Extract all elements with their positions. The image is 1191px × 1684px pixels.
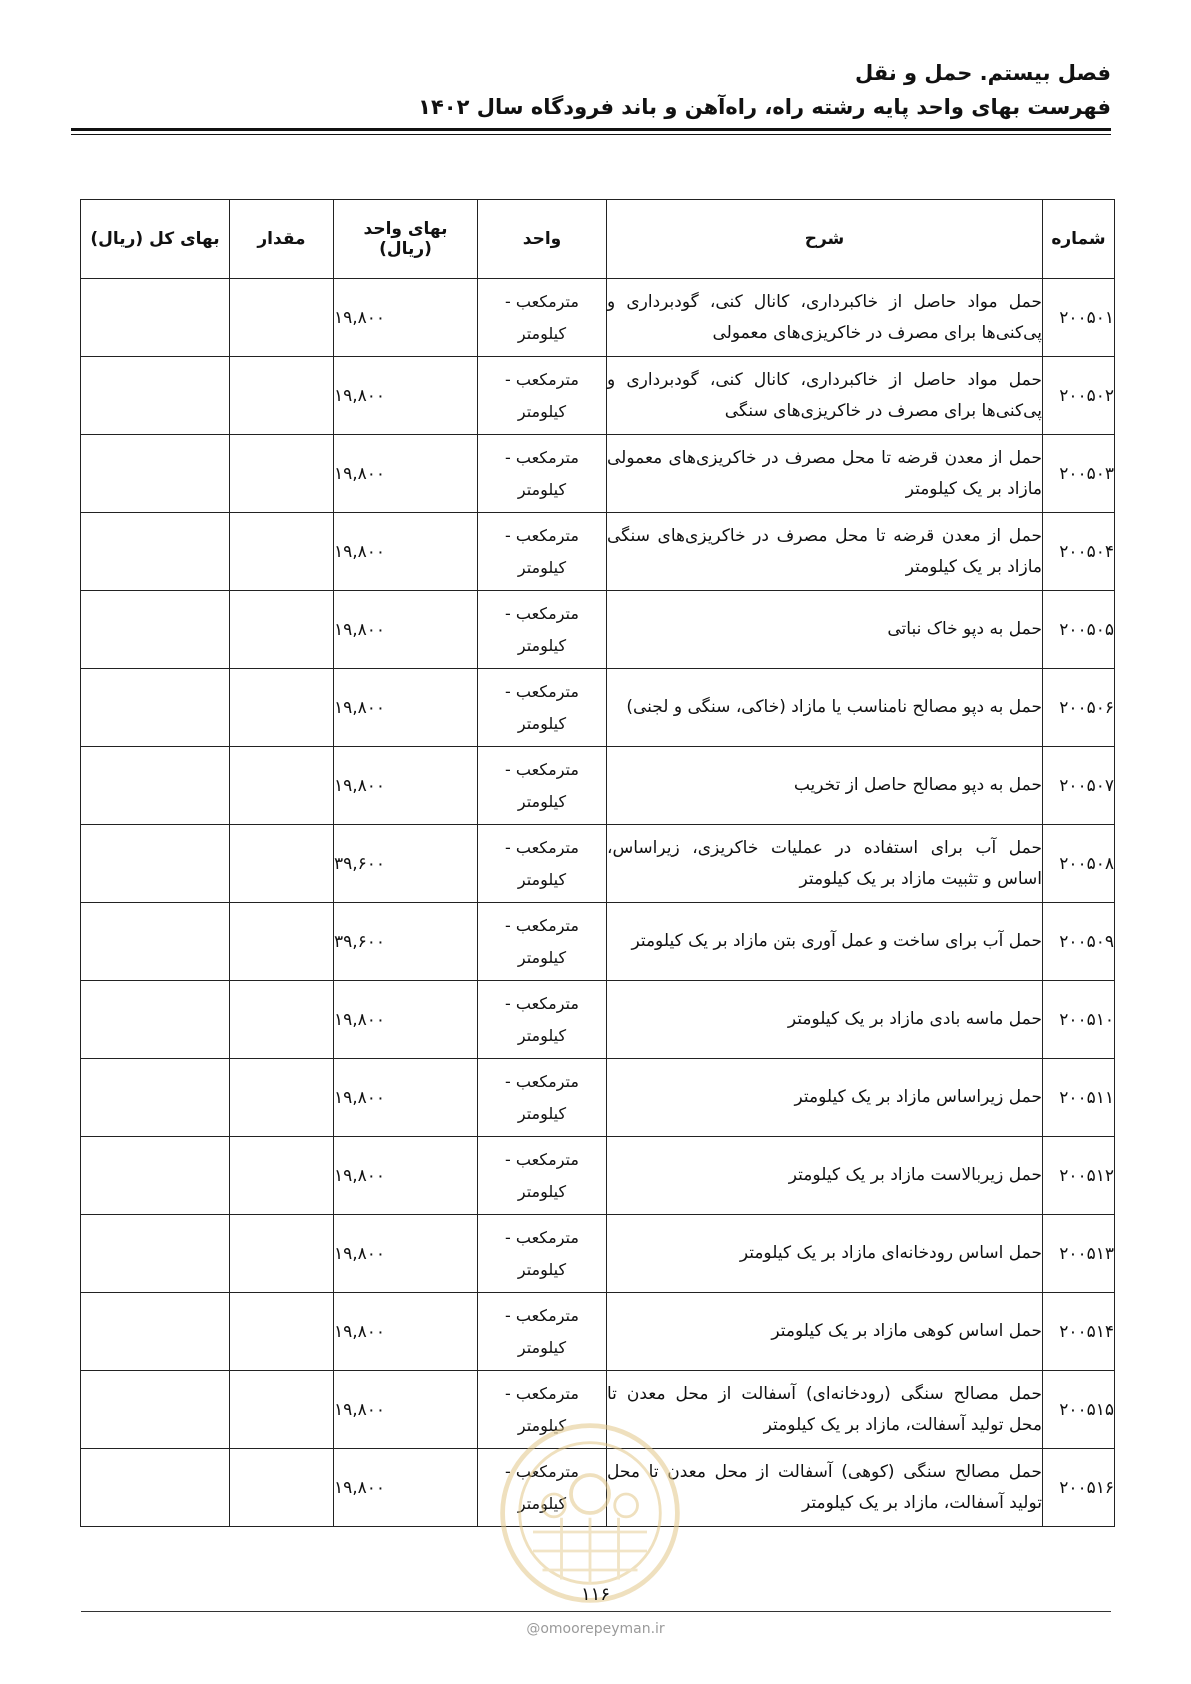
item-total-price <box>81 591 230 669</box>
table-row <box>81 669 1115 747</box>
item-unit-price: ۱۹,۸۰۰ <box>334 435 478 513</box>
item-unit-price: ۱۹,۸۰۰ <box>334 1371 478 1449</box>
item-unit <box>478 591 607 669</box>
item-unit-line2: کیلومتر <box>517 1181 567 1201</box>
item-unit-price: ۱۹,۸۰۰ <box>334 1449 478 1527</box>
item-unit <box>478 279 607 357</box>
item-number: ۲۰۰۵۰۱ <box>1043 279 1115 357</box>
header-rule-thin <box>71 134 1111 135</box>
item-quantity <box>230 1137 334 1215</box>
item-unit <box>478 435 607 513</box>
item-quantity <box>230 825 334 903</box>
item-quantity <box>230 1059 334 1137</box>
item-quantity <box>230 1293 334 1371</box>
chapter-title: فصل بیستم. حمل و نقل <box>854 61 1111 85</box>
column-header-description: شرح <box>607 200 1043 279</box>
table-row <box>81 513 1115 591</box>
item-unit <box>478 513 607 591</box>
item-number: ۲۰۰۵۱۳ <box>1043 1215 1115 1293</box>
item-quantity <box>230 435 334 513</box>
item-number: ۲۰۰۵۱۴ <box>1043 1293 1115 1371</box>
footer-rule <box>81 1611 1111 1612</box>
item-number: ۲۰۰۵۰۶ <box>1043 669 1115 747</box>
item-total-price <box>81 747 230 825</box>
item-unit-line2: کیلومتر <box>517 479 567 499</box>
item-number: ۲۰۰۵۰۳ <box>1043 435 1115 513</box>
table-row <box>81 1215 1115 1293</box>
unit-price-header-line1: بهای واحد <box>363 219 448 239</box>
item-unit-line1: مترمکعب - <box>505 993 579 1013</box>
item-unit <box>478 357 607 435</box>
item-unit-price: ۱۹,۸۰۰ <box>334 591 478 669</box>
item-total-price <box>81 279 230 357</box>
table-row <box>81 1137 1115 1215</box>
item-unit <box>478 1293 607 1371</box>
item-unit-line2: کیلومتر <box>517 791 567 811</box>
item-number: ۲۰۰۵۰۸ <box>1043 825 1115 903</box>
item-unit-line2: کیلومتر <box>517 635 567 655</box>
item-quantity <box>230 747 334 825</box>
document-subtitle: فهرست بهای واحد پایه رشته راه، راه‌آهن و باند فرودگاه سال ۱۴۰۲ <box>418 95 1111 119</box>
item-total-price <box>81 981 230 1059</box>
item-unit-line2: کیلومتر <box>517 401 567 421</box>
item-unit-price: ۱۹,۸۰۰ <box>334 513 478 591</box>
column-header-quantity: مقدار <box>230 200 334 279</box>
item-unit-line1: مترمکعب - <box>505 603 579 623</box>
item-description: حمل مواد حاصل از خاکبرداری، کانال کنی، گودبرداری و پی‌کنی‌ها برای مصرف در خاکریزی‌های سنگی <box>607 357 1043 435</box>
item-unit <box>478 669 607 747</box>
item-unit-line1: مترمکعب - <box>505 447 579 467</box>
item-number: ۲۰۰۵۰۴ <box>1043 513 1115 591</box>
item-unit-price: ۱۹,۸۰۰ <box>334 1059 478 1137</box>
item-total-price <box>81 1371 230 1449</box>
item-unit-line2: کیلومتر <box>517 1415 567 1435</box>
item-number: ۲۰۰۵۱۰ <box>1043 981 1115 1059</box>
item-unit-price: ۱۹,۸۰۰ <box>334 1293 478 1371</box>
item-unit-line1: مترمکعب - <box>505 837 579 857</box>
page-header <box>71 56 1111 124</box>
item-unit-price: ۳۹,۶۰۰ <box>334 825 478 903</box>
table-row <box>81 1293 1115 1371</box>
item-unit <box>478 1215 607 1293</box>
table-row <box>81 435 1115 513</box>
item-unit-price: ۱۹,۸۰۰ <box>334 669 478 747</box>
item-description: حمل به دپو مصالح نامناسب یا مازاد (خاکی، سنگی و لجنی) <box>607 669 1043 747</box>
table-row <box>81 1449 1115 1527</box>
item-quantity <box>230 357 334 435</box>
item-unit <box>478 903 607 981</box>
item-quantity <box>230 1215 334 1293</box>
item-unit <box>478 1137 607 1215</box>
table-row <box>81 1059 1115 1137</box>
page-number: ۱۱۶ <box>580 1584 610 1605</box>
item-description: حمل مصالح سنگی (رودخانه‌ای) آسفالت از محل معدن تا محل تولید آسفالت، مازاد بر یک کیلومتر <box>607 1371 1043 1449</box>
item-unit-line1: مترمکعب - <box>505 1383 579 1403</box>
item-unit-line2: کیلومتر <box>517 1337 567 1357</box>
column-header-unit-price <box>334 200 478 279</box>
table-row <box>81 1371 1115 1449</box>
item-unit-line1: مترمکعب - <box>505 1071 579 1091</box>
table-row <box>81 903 1115 981</box>
item-number: ۲۰۰۵۰۹ <box>1043 903 1115 981</box>
column-header-total-price: بهای کل (ریال) <box>81 200 230 279</box>
price-list-table <box>80 199 1115 1527</box>
table-row <box>81 279 1115 357</box>
table-body <box>81 279 1115 1527</box>
item-unit <box>478 1449 607 1527</box>
item-total-price <box>81 1137 230 1215</box>
item-unit-line1: مترمکعب - <box>505 915 579 935</box>
item-number: ۲۰۰۵۰۷ <box>1043 747 1115 825</box>
item-number: ۲۰۰۵۱۶ <box>1043 1449 1115 1527</box>
table-header-row <box>81 200 1115 279</box>
item-total-price <box>81 1059 230 1137</box>
item-unit-line1: مترمکعب - <box>505 759 579 779</box>
item-description: حمل اساس رودخانه‌ای مازاد بر یک کیلومتر <box>607 1215 1043 1293</box>
item-quantity <box>230 513 334 591</box>
item-unit-price: ۱۹,۸۰۰ <box>334 1137 478 1215</box>
item-number: ۲۰۰۵۱۱ <box>1043 1059 1115 1137</box>
item-unit <box>478 981 607 1059</box>
item-total-price <box>81 825 230 903</box>
table-row <box>81 825 1115 903</box>
item-description: حمل از معدن قرضه تا محل مصرف در خاکریزی‌های معمولی مازاد بر یک کیلومتر <box>607 435 1043 513</box>
watermark-text: @omoorepeyman.ir <box>526 1621 665 1637</box>
item-quantity <box>230 279 334 357</box>
item-number: ۲۰۰۵۰۵ <box>1043 591 1115 669</box>
item-unit-line2: کیلومتر <box>517 1259 567 1279</box>
column-header-number: شماره <box>1043 200 1115 279</box>
item-unit-line1: مترمکعب - <box>505 1305 579 1325</box>
item-description: حمل زیربالاست مازاد بر یک کیلومتر <box>607 1137 1043 1215</box>
item-unit-line2: کیلومتر <box>517 869 567 889</box>
item-unit-line2: کیلومتر <box>517 1493 567 1513</box>
unit-price-header-line2: (ریال) <box>379 239 432 259</box>
item-unit-line2: کیلومتر <box>517 557 567 577</box>
item-unit-line1: مترمکعب - <box>505 369 579 389</box>
item-quantity <box>230 981 334 1059</box>
item-unit-line1: مترمکعب - <box>505 525 579 545</box>
item-description: حمل آب برای ساخت و عمل آوری بتن مازاد بر یک کیلومتر <box>607 903 1043 981</box>
item-unit-line2: کیلومتر <box>517 713 567 733</box>
item-unit-line1: مترمکعب - <box>505 1227 579 1247</box>
column-header-unit: واحد <box>478 200 607 279</box>
item-unit-price: ۱۹,۸۰۰ <box>334 279 478 357</box>
item-unit <box>478 1371 607 1449</box>
item-total-price <box>81 357 230 435</box>
item-quantity <box>230 1371 334 1449</box>
item-unit-price: ۳۹,۶۰۰ <box>334 903 478 981</box>
item-unit-price: ۱۹,۸۰۰ <box>334 981 478 1059</box>
item-quantity <box>230 591 334 669</box>
table-row <box>81 747 1115 825</box>
table-row <box>81 591 1115 669</box>
item-description: حمل مواد حاصل از خاکبرداری، کانال کنی، گودبرداری و پی‌کنی‌ها برای مصرف در خاکریزی‌های معمولی <box>607 279 1043 357</box>
item-description: حمل به دپو خاک نباتی <box>607 591 1043 669</box>
item-number: ۲۰۰۵۱۵ <box>1043 1371 1115 1449</box>
item-unit-line1: مترمکعب - <box>505 1149 579 1169</box>
item-quantity <box>230 903 334 981</box>
item-number: ۲۰۰۵۱۲ <box>1043 1137 1115 1215</box>
item-total-price <box>81 903 230 981</box>
item-description: حمل مصالح سنگی (کوهی) آسفالت از محل معدن تا محل تولید آسفالت، مازاد بر یک کیلومتر <box>607 1449 1043 1527</box>
item-description: حمل از معدن قرضه تا محل مصرف در خاکریزی‌های سنگی مازاد بر یک کیلومتر <box>607 513 1043 591</box>
item-unit <box>478 825 607 903</box>
item-description: حمل به دپو مصالح حاصل از تخریب <box>607 747 1043 825</box>
item-total-price <box>81 669 230 747</box>
table-row <box>81 357 1115 435</box>
item-description: حمل اساس کوهی مازاد بر یک کیلومتر <box>607 1293 1043 1371</box>
item-unit-line1: مترمکعب - <box>505 681 579 701</box>
item-total-price <box>81 1449 230 1527</box>
item-unit-price: ۱۹,۸۰۰ <box>334 1215 478 1293</box>
item-quantity <box>230 669 334 747</box>
item-number: ۲۰۰۵۰۲ <box>1043 357 1115 435</box>
item-unit-price: ۱۹,۸۰۰ <box>334 357 478 435</box>
item-unit-price: ۱۹,۸۰۰ <box>334 747 478 825</box>
item-description: حمل آب برای استفاده در عملیات خاکریزی، زیراساس، اساس و تثبیت مازاد بر یک کیلومتر <box>607 825 1043 903</box>
item-total-price <box>81 1293 230 1371</box>
item-quantity <box>230 1449 334 1527</box>
item-total-price <box>81 435 230 513</box>
item-unit-line2: کیلومتر <box>517 947 567 967</box>
item-unit <box>478 1059 607 1137</box>
item-unit-line2: کیلومتر <box>517 1103 567 1123</box>
item-unit-line2: کیلومتر <box>517 323 567 343</box>
header-rule-thick <box>71 128 1111 131</box>
item-total-price <box>81 1215 230 1293</box>
item-total-price <box>81 513 230 591</box>
item-description: حمل ماسه بادی مازاد بر یک کیلومتر <box>607 981 1043 1059</box>
item-description: حمل زیراساس مازاد بر یک کیلومتر <box>607 1059 1043 1137</box>
item-unit-line2: کیلومتر <box>517 1025 567 1045</box>
item-unit <box>478 747 607 825</box>
table-row <box>81 981 1115 1059</box>
item-unit-line1: مترمکعب - <box>505 1461 579 1481</box>
item-unit-line1: مترمکعب - <box>505 291 579 311</box>
